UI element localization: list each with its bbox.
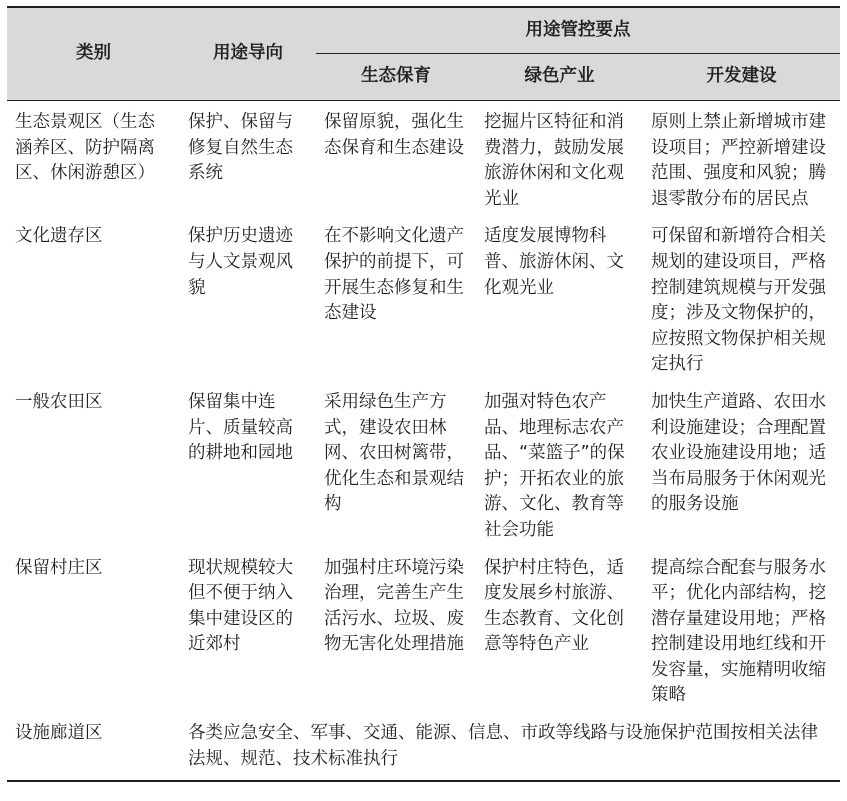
- cell-purpose: 保留集中连片、质量较高的耕地和园地: [188, 391, 293, 464]
- cell-dev: 加快生产道路、农田水利设施建设；合理配置农业设施建设用地；适当布局服务于休闲观光的服务设施: [651, 391, 826, 515]
- cell-green: 挖掘片区特征和消费潜力，鼓励发展旅游休闲和文化观光业: [484, 112, 624, 209]
- table-row: [7, 101, 840, 216]
- table-row: [7, 712, 840, 781]
- header-dev: 开发建设: [643, 54, 840, 101]
- cell-category: 保留村庄区: [15, 557, 103, 578]
- header-control-group: 用途管控要点: [316, 7, 840, 54]
- cell-dev: 提高综合配套与服务水平；优化内部结构，挖潜存量建设用地；严格控制建设用地红线和开发容量，实施精明收缩策略: [651, 557, 826, 706]
- table-header: [7, 7, 840, 101]
- cell-category: 生态景观区（生态涵养区、防护隔离区、休闲游憩区）: [15, 112, 155, 184]
- cell-merged-control: 各类应急安全、军事、交通、能源、信息、市政等线路与设施保护范围按相关法律法规、规范、技术标准执行: [188, 723, 818, 769]
- cell-eco: 采用绿色生产方式，建设农田林网、农田树篱带，优化生态和景观结构: [324, 391, 464, 515]
- table-row: [7, 547, 840, 713]
- land-use-control-table: [7, 6, 840, 782]
- cell-purpose: 保护、保留与修复自然生态系统: [188, 112, 293, 184]
- table-body: [7, 101, 840, 782]
- cell-eco: 保留原貌，强化生态保育和生态建设: [324, 112, 464, 158]
- cell-category: 一般农田区: [15, 391, 103, 412]
- cell-eco: 加强村庄环境污染治理，完善生产生活污水、垃圾、废物无害化处理措施: [324, 557, 464, 655]
- cell-dev: 可保留和新增符合相关规划的建设项目，严格控制建筑规模与开发强度；涉及文物保护的，应按照文物保护相关规定执行: [651, 226, 826, 375]
- cell-purpose: 保护历史遗迹与人文景观风貌: [188, 226, 293, 298]
- cell-category: 文化遗存区: [15, 226, 103, 247]
- header-category: 类别: [7, 7, 180, 101]
- cell-green: 保护村庄特色，适度发展乡村旅游、生态教育、文化创意等特色产业: [484, 557, 624, 655]
- table-row: [7, 215, 840, 381]
- cell-green: 适度发展博物科普、旅游休闲、文化观光业: [484, 226, 624, 298]
- header-green: 绿色产业: [476, 54, 643, 101]
- cell-eco: 在不影响文化遗产保护的前提下，可开展生态修复和生态建设: [324, 226, 464, 324]
- cell-green: 加强对特色农产品、地理标志农产品、“菜篮子”的保护；开拓农业的旅游、文化、教育等社会功能: [484, 391, 625, 540]
- header-purpose: 用途导向: [180, 7, 316, 101]
- cell-purpose: 现状规模较大但不便于纳入集中建设区的近郊村: [188, 557, 293, 655]
- header-eco: 生态保育: [316, 54, 476, 101]
- cell-dev: 原则上禁止新增城市建设项目；严控新增建设范围、强度和风貌；腾退零散分布的居民点: [651, 112, 826, 209]
- table-row: [7, 381, 840, 547]
- cell-category: 设施廊道区: [15, 723, 103, 744]
